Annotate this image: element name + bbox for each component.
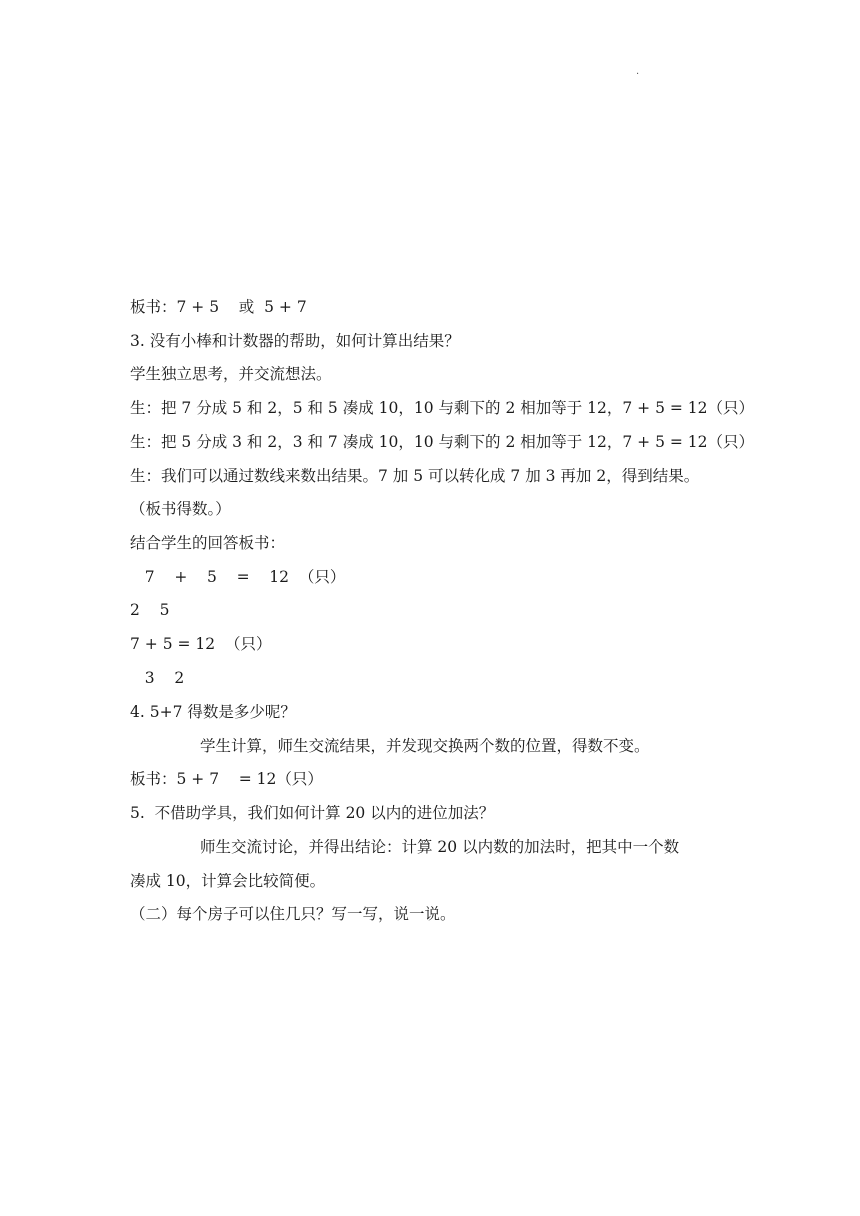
combine-note: 结合学生的回答板书： bbox=[130, 534, 286, 552]
conclusion-1: 师生交流讨论，并得出结论：计算 20 以内数的加法时，把其中一个数 bbox=[200, 838, 680, 856]
decompose-row-1: 2 5 bbox=[130, 601, 170, 619]
conclusion-2: 凑成 10，计算会比较简便。 bbox=[130, 872, 326, 890]
question-4: 4. 5+7 得数是多少呢？ bbox=[130, 703, 296, 721]
equation-row-1: 7 + 5 = 12 （只） bbox=[130, 568, 346, 586]
student-answer-2: 生：把 5 分成 3 和 2，3 和 7 凑成 10，10 与剩下的 2 相加等于 12，7 + 5 = 12（只） bbox=[130, 433, 755, 451]
student-answer-1: 生：把 7 分成 5 和 2，5 和 5 凑成 10，10 与剩下的 2 相加等于 12，7 + 5 = 12（只） bbox=[130, 399, 755, 417]
section-2-title: （二）每个房子可以住几只？写一写，说一说。 bbox=[130, 905, 456, 923]
question-5: 5. 不借助学具，我们如何计算 20 以内的进位加法？ bbox=[130, 804, 495, 822]
board-result-note: （板书得数。） bbox=[130, 500, 231, 518]
header-dot: . bbox=[636, 66, 640, 77]
board-note-1: 板书：7 + 5 或 5 + 7 bbox=[130, 298, 307, 316]
student-answer-3: 生：我们可以通过数线来数出结果。7 加 5 可以转化成 7 加 3 再加 2，得到结果。 bbox=[130, 467, 700, 485]
equation-row-2: 7 + 5 = 12 （只） bbox=[130, 635, 272, 653]
student-think: 学生独立思考，并交流想法。 bbox=[130, 365, 332, 383]
question-3: 3. 没有小棒和计数器的帮助，如何计算出结果？ bbox=[130, 332, 460, 350]
student-calc: 学生计算，师生交流结果，并发现交换两个数的位置，得数不变。 bbox=[200, 737, 650, 755]
decompose-row-2: 3 2 bbox=[130, 669, 185, 687]
board-note-2: 板书：5 + 7 = 12（只） bbox=[130, 770, 323, 788]
